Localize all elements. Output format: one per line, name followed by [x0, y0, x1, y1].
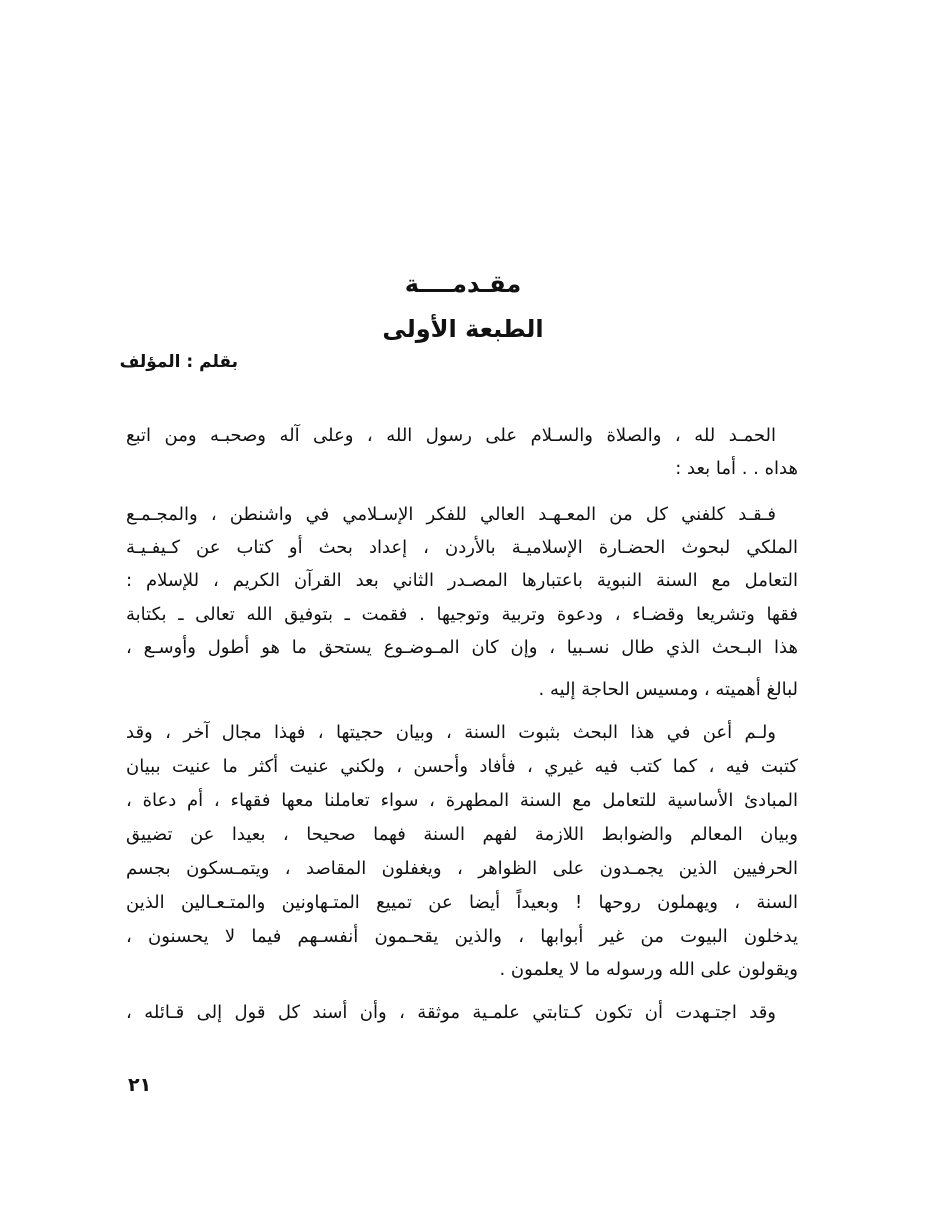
- paragraph-3-line-1: ولـم أعن في هذا البحث بثبوت السنة ، وبيان حجيتها ، فهذا مجال آخر ، وقد: [126, 722, 776, 743]
- paragraph-2-line-5: هذا البـحث الذي طال نسـبيا ، وإن كان المـوضـوع يستحق ما هو أطول وأوسـع ،: [126, 637, 798, 658]
- paragraph-3-line-3: المبادئ الأساسية للتعامل مع السنة المطهرة ، سواء تعاملنا معها فقهاء ، أم دعاة ،: [126, 790, 798, 811]
- paragraph-3-line-4: وبيان المعالم والضوابط اللازمة لفهم السنة فهما صحيحا ، بعيدا عن تضييق: [126, 824, 798, 845]
- paragraph-1-line-2: هداه . . أما بعد :: [675, 458, 798, 479]
- author-byline: بقلم : المؤلف: [119, 352, 238, 372]
- paragraph-2-line-4: فقها وتشريعا وقضـاء ، ودعوة وتربية وتوجيها . فقمت ـ بتوفيق الله تعالى ـ بكتابة: [126, 604, 798, 625]
- paragraph-2-line-2: الملكي لبحوث الحضـارة الإسلاميـة بالأردن ، إعداد بحث أو كتاب عن كـيفـيـة: [126, 537, 798, 558]
- page-subtitle: الطبعة الأولى: [382, 315, 544, 343]
- paragraph-3-line-2: كتبت فيه ، كما كتب فيه غيري ، فأفاد وأحسن ، ولكني عنيت أكثر ما عنيت ببيان: [126, 756, 798, 777]
- paragraph-3-line-8: ويقولون على الله ورسوله ما لا يعلمون .: [499, 959, 798, 980]
- paragraph-3-line-5: الحرفيين الذين يجمـدون على الظواهر ، ويغفلون المقاصد ، ويتمـسكون بجسم: [126, 858, 798, 879]
- paragraph-2-line-1: فـقـد كلفني كل من المعـهـد العالي للفكر الإسـلامي في واشنطن ، والمجـمـع: [126, 504, 776, 525]
- page-title: مقـدمــــة: [404, 270, 522, 298]
- paragraph-1-line-1: الحمـد لله ، والصلاة والسـلام على رسول الله ، وعلى آله وصحبـه ومن اتبع: [126, 425, 776, 446]
- paragraph-3-line-7: يدخلون البيوت من غير أبوابها ، والذين يقحـمون أنفسـهم فيما لا يحسنون ،: [126, 926, 798, 947]
- paragraph-4-line-1: وقد اجتـهدت أن تكون كـتابتي علمـية موثقة ، وأن أسند كل قول إلى قـائله ،: [126, 1002, 776, 1023]
- paragraph-3-line-6: السنة ، ويهملون روحها ! وبعيداً أيضا عن تمييع المتـهاونين والمتـعـالين الذين: [126, 892, 798, 913]
- paragraph-2-line-6: لبالغ أهميته ، ومسيس الحاجة إليه .: [538, 679, 798, 700]
- page-number: ٢١: [128, 1074, 152, 1096]
- paragraph-2-line-3: التعامل مع السنة النبوية باعتبارها المصـدر الثاني بعد القرآن الكريم ، للإسلام :: [126, 570, 798, 591]
